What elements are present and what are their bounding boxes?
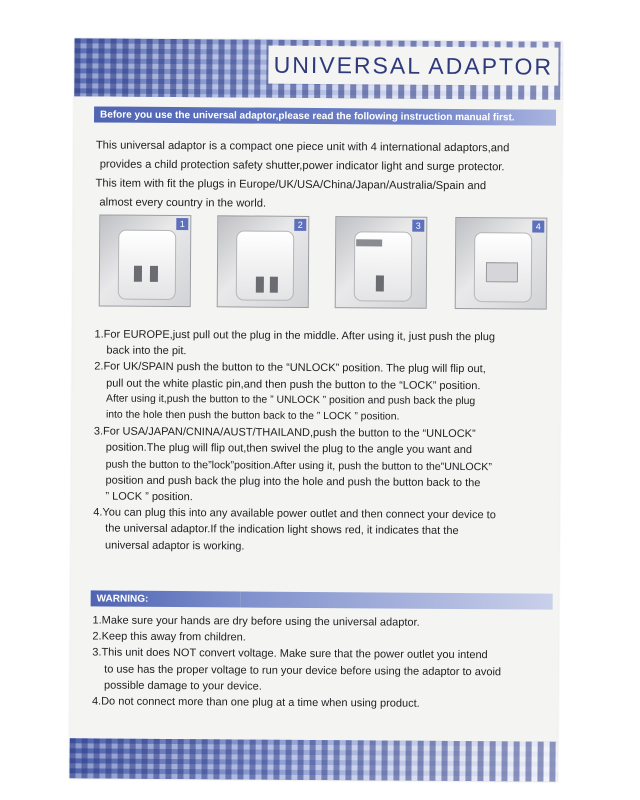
warning-line: possible damage to your device.	[104, 679, 262, 693]
intro-line: almost every country in the world.	[99, 196, 267, 210]
photo-number-badge: 1	[176, 218, 188, 230]
plug-pin-icon	[376, 275, 384, 291]
step-line: 3.For USA/JAPAN/CNINA/AUST/THAILAND,push the button to the “UNLOCK”	[93, 425, 476, 441]
usage-step	[93, 505, 551, 557]
warning-list	[92, 612, 551, 712]
intro-line: This universal adaptor is a compact one piece unit with 4 international adaptors,and	[95, 139, 510, 155]
warning-banner: WARNING:	[91, 590, 241, 607]
warning-line: 1.Make sure your hands are dry before using the universal adaptor.	[92, 614, 420, 629]
swivel-plug-icon	[356, 239, 382, 246]
usage-step	[94, 359, 552, 427]
warning-line: 3.This unit does NOT convert voltage. Make sure that the power outlet you intend	[92, 646, 488, 662]
step-line: After using it,push the button to the ” UNLOCK ” position and push back the plug	[106, 393, 476, 407]
plug-pin-icon	[256, 277, 264, 293]
step-line: push the button to the”lock”position.After using it, push the button to the”UNLOCK”	[105, 458, 492, 473]
step-line: ” LOCK ” position.	[105, 490, 193, 504]
photo-number-badge: 2	[294, 219, 306, 231]
step-line: 2.For UK/SPAIN push the button to the “UNLOCK” position. The plug will flip out,	[94, 360, 486, 376]
plug-pin-icon	[150, 266, 158, 282]
step-line: position.The plug will flip out,then swivel the plug to the angle you want and	[105, 441, 473, 457]
step-line: position and push back the plug into the hole and push the button back to the	[105, 474, 481, 489]
intro-paragraph	[95, 136, 552, 215]
intro-line: provides a child protection safety shutter,power indicator light and surge protector.	[99, 158, 505, 174]
adaptor-body-icon	[118, 230, 176, 300]
document-title: UNIVERSAL ADAPTOR	[268, 46, 558, 86]
warning-item	[92, 693, 550, 712]
footer-mosaic-banner	[69, 738, 557, 781]
warning-line: to use has the proper voltage to run your device before using the adaptor to avoid	[104, 663, 502, 678]
instruction-sheet	[69, 38, 562, 781]
adaptor-photo-1	[99, 214, 192, 307]
step-line: back into the pit.	[106, 344, 187, 358]
warning-banner-fade	[241, 591, 553, 609]
warning-line: 2.Keep this away from children.	[92, 630, 246, 644]
adaptor-photo-strip	[99, 214, 548, 309]
usage-steps-list	[93, 326, 553, 556]
photo-number-badge: 3	[412, 220, 424, 232]
adaptor-body-icon	[236, 230, 294, 300]
socket-face-icon	[486, 262, 518, 282]
plug-pin-icon	[134, 266, 142, 282]
step-line: 4.You can plug this into any available power outlet and then connect your device to	[93, 506, 496, 522]
usage-step	[94, 326, 552, 362]
adaptor-photo-4	[455, 217, 548, 310]
warning-item	[92, 645, 550, 697]
warning-line: 4.Do not connect more than one plug at a time when using product.	[91, 695, 420, 710]
photo-number-badge: 4	[532, 221, 544, 233]
step-line: universal adaptor is working.	[105, 539, 245, 553]
usage-step	[93, 424, 552, 508]
step-line: 1.For EUROPE,just pull out the plug in the middle. After using it, just push the plug	[94, 328, 496, 344]
intro-line: This item with fit the plugs in Europe/UK/USA/China/Japan/Australia/Spain and	[95, 177, 487, 193]
adaptor-photo-3	[335, 216, 428, 309]
adaptor-photo-2	[217, 215, 310, 308]
step-line: the universal adaptor.If the indication light shows red, it indicates that the	[105, 522, 459, 538]
step-line: pull out the white plastic pin,and then push the button to the “LOCK” position.	[106, 377, 481, 392]
step-line: into the hole then push the button back to the ” LOCK ” position.	[105, 409, 400, 423]
plug-pin-icon	[270, 277, 278, 293]
intro-banner: Before you use the universal adaptor,please read the following instruction manual first.	[94, 106, 556, 125]
